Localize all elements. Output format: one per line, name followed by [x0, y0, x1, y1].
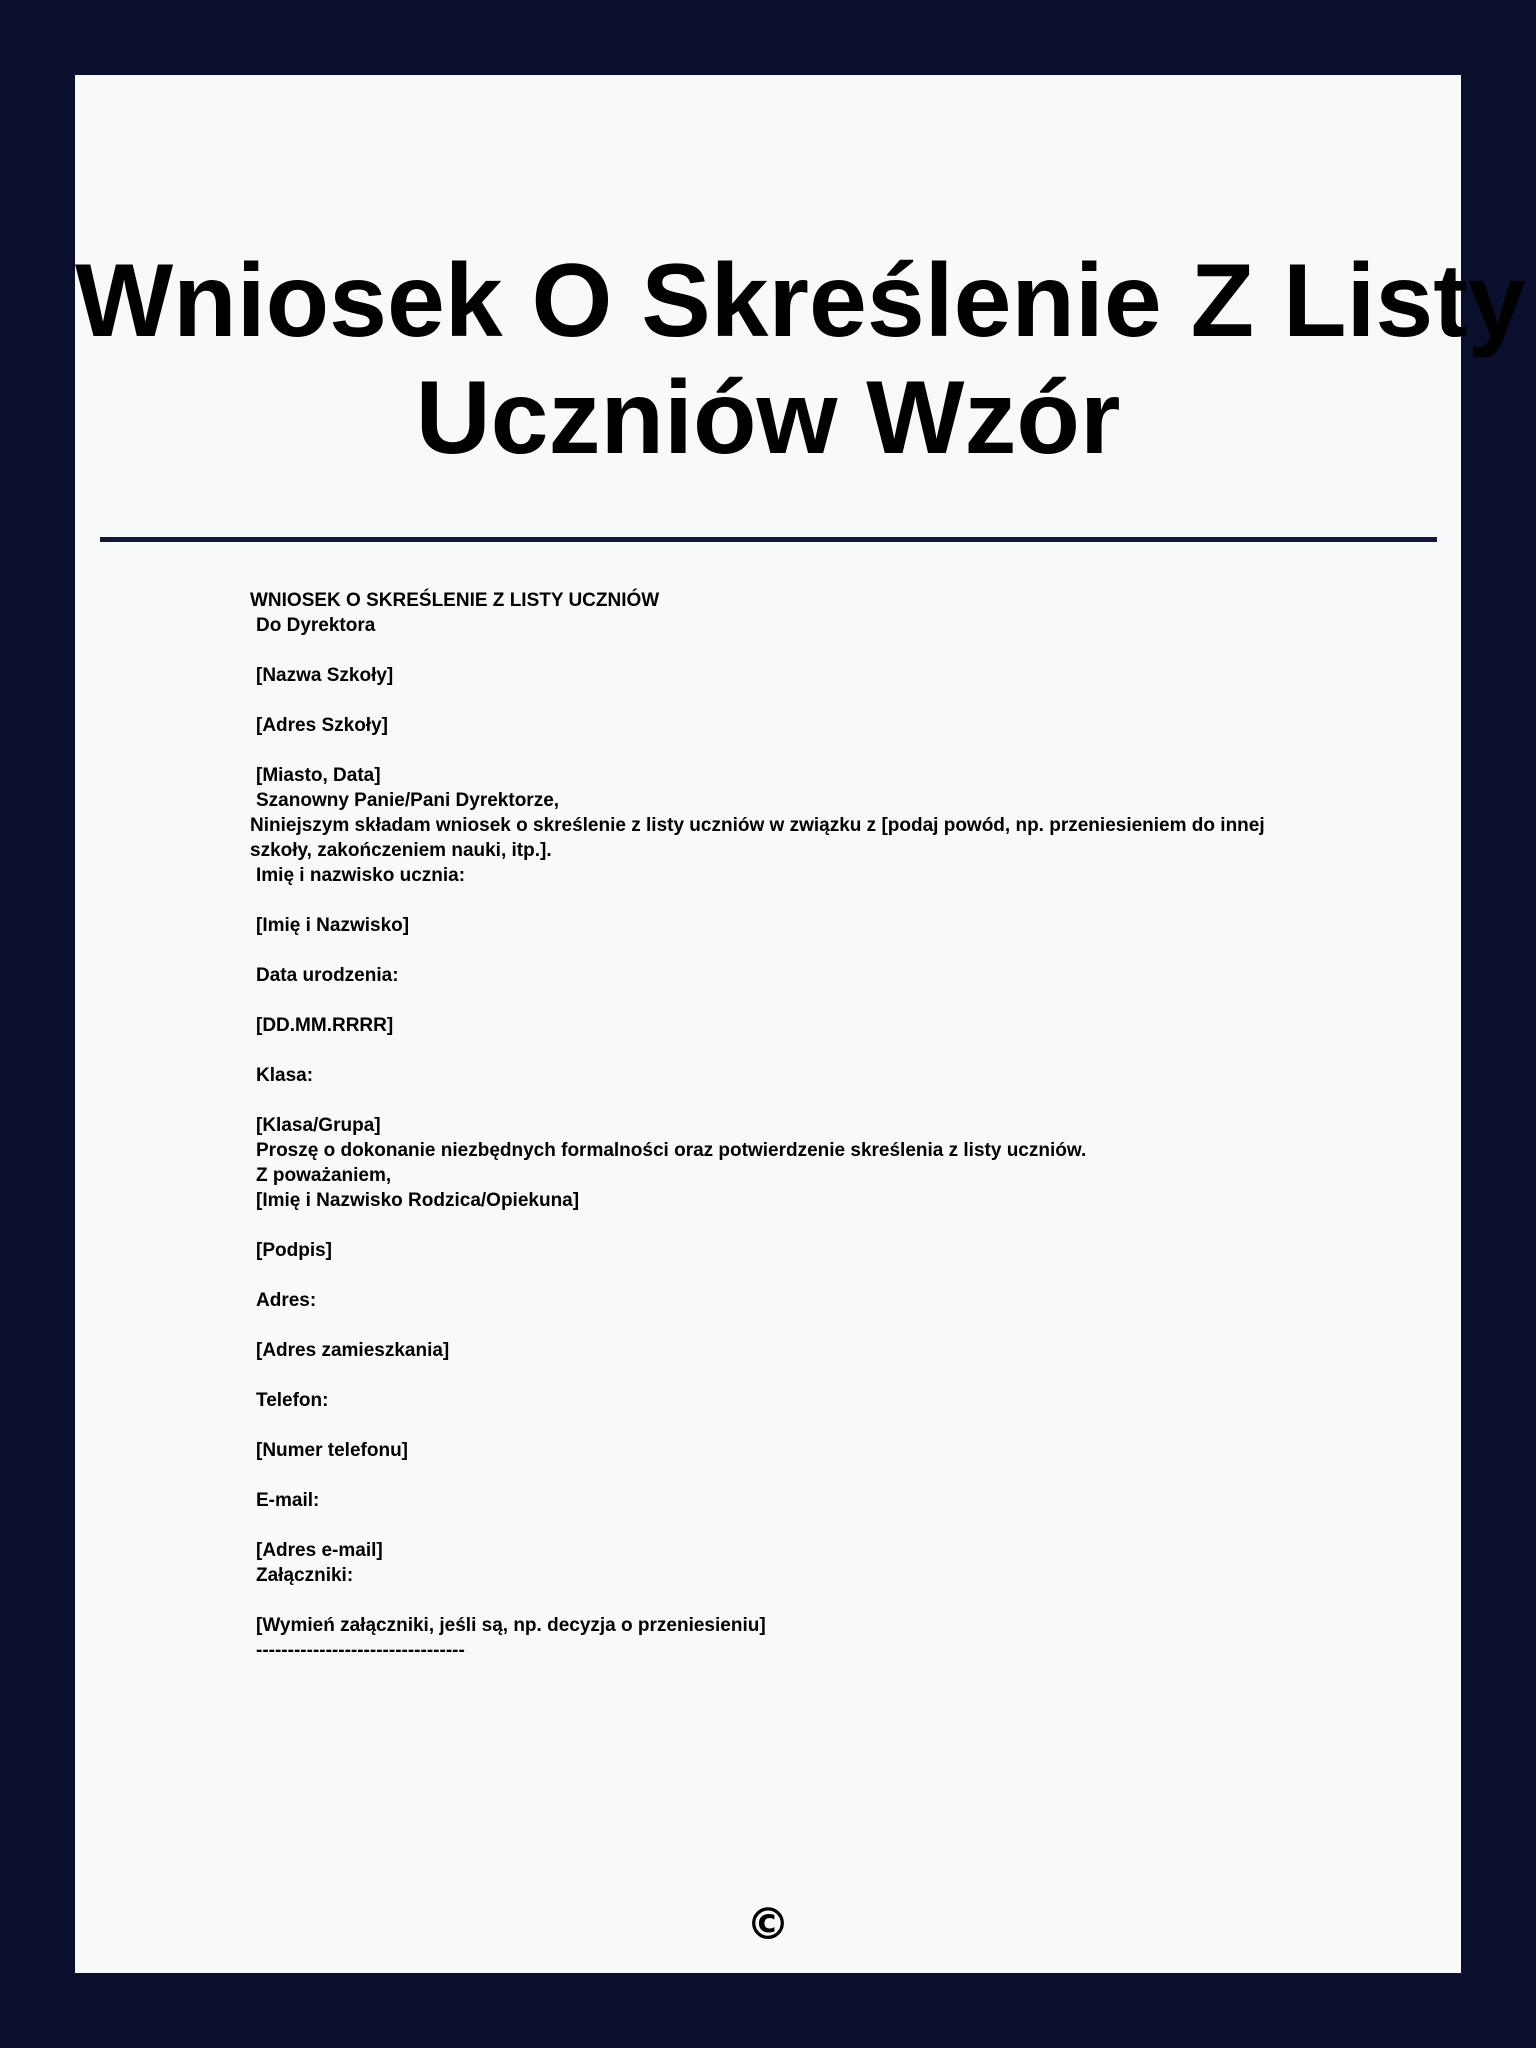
page-title [75, 243, 1526, 477]
title-divider [100, 537, 1437, 542]
blank-line [250, 1513, 1310, 1538]
city-date-placeholder: [Miasto, Data] [256, 765, 381, 786]
blank-line [250, 1038, 1310, 1063]
student-name-placeholder: [Imię i Nazwisko] [256, 915, 410, 936]
document-page [75, 75, 1526, 1973]
attachments-placeholder: [Wymień załączniki, jeśli są, np. decyzja o przeniesieniu] [256, 1615, 766, 1636]
student-name-label: Imię i nazwisko ucznia: [256, 865, 466, 886]
parent-name-placeholder: [Imię i Nazwisko Rodzica/Opiekuna] [256, 1190, 580, 1211]
page-title-line-1: Wniosek O Skreślenie Z Listy [75, 243, 1526, 359]
blank-line [250, 1313, 1310, 1338]
blank-line [250, 738, 1310, 763]
closing: Z poważaniem, [256, 1165, 392, 1186]
salutation: Szanowny Panie/Pani Dyrektorze, [256, 790, 560, 811]
attachments-label: Załączniki: [256, 1565, 354, 1586]
document-body [250, 588, 1310, 1663]
phone-label: Telefon: [256, 1390, 329, 1411]
blank-line [250, 1463, 1310, 1488]
blank-line [250, 938, 1310, 963]
separator-line: --------------------------------- [256, 1640, 465, 1661]
birth-date-label: Data urodzenia: [256, 965, 399, 986]
document-heading: WNIOSEK O SKREŚLENIE Z LISTY UCZNIÓW [250, 590, 660, 611]
addressee: Do Dyrektora [256, 615, 376, 636]
blank-line [250, 638, 1310, 663]
signature-placeholder: [Podpis] [256, 1240, 332, 1261]
blank-line [250, 1363, 1310, 1388]
school-name-placeholder: [Nazwa Szkoły] [256, 665, 394, 686]
formalities-request: Proszę o dokonanie niezbędnych formalności oraz potwierdzenie skreślenia z listy uczniów. [256, 1140, 1087, 1161]
address-placeholder: [Adres zamieszkania] [256, 1340, 450, 1361]
blank-line [250, 688, 1310, 713]
blank-line [250, 1213, 1310, 1238]
class-label: Klasa: [256, 1065, 314, 1086]
phone-placeholder: [Numer telefonu] [256, 1440, 408, 1461]
blank-line [250, 1588, 1310, 1613]
blank-line [250, 888, 1310, 913]
school-address-placeholder: [Adres Szkoły] [256, 715, 388, 736]
blank-line [250, 1088, 1310, 1113]
class-placeholder: [Klasa/Grupa] [256, 1115, 381, 1136]
email-placeholder: [Adres e-mail] [256, 1540, 383, 1561]
blank-line [250, 1413, 1310, 1438]
email-label: E-mail: [256, 1490, 320, 1511]
blank-line [250, 988, 1310, 1013]
request-paragraph: Niniejszym składam wniosek o skreślenie z listy uczniów w związku z [podaj powód, np. przeniesieniem do innej szkoły, zakończeniem nauki, itp.]. [250, 815, 1265, 861]
page-title-line-2: Uczniów Wzór [415, 360, 1121, 476]
birth-date-placeholder: [DD.MM.RRRR] [256, 1015, 394, 1036]
blank-line [250, 1263, 1310, 1288]
address-label: Adres: [256, 1290, 317, 1311]
copyright-icon: © [746, 1899, 790, 1950]
